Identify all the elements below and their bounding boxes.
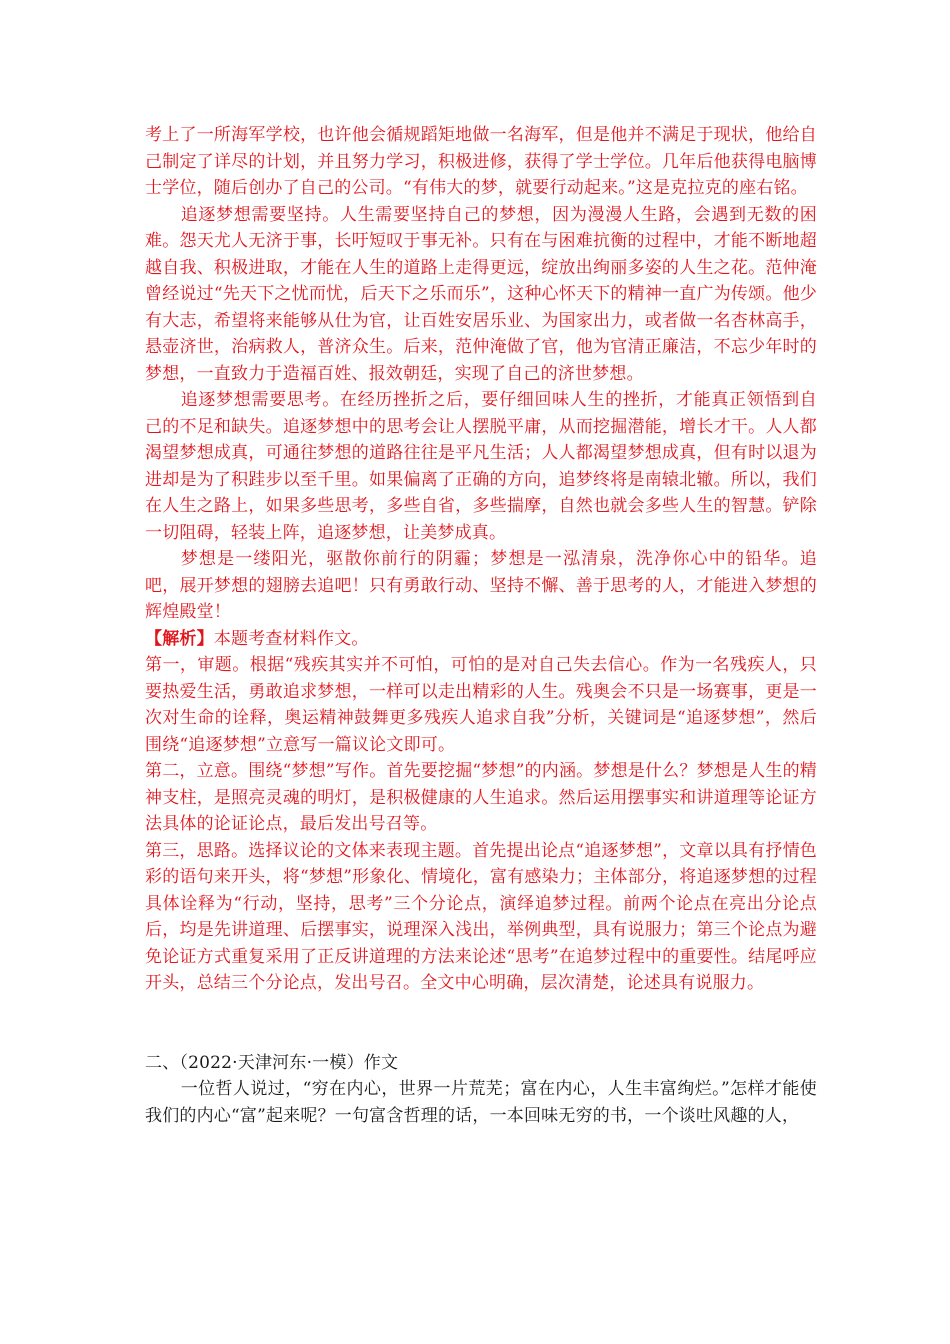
analysis-tag: 【解析】 (145, 628, 214, 649)
analysis-section (145, 626, 817, 997)
question-2 (145, 1050, 817, 1130)
analysis-intro: 本题考查材料作文。 (213, 628, 369, 649)
question-2-heading: 二、（2022·天津河东·一模）作文 (145, 1052, 399, 1073)
analysis-point-3: 第三，思路。选择议论的文体来表现主题。首先提出论点“追逐梦想”，文章以具有抒情色彩的语句来开头，将“梦想”形象化、情境化，富有感染力；主体部分，将追逐梦想的过程具体诠释为“行动，坚持，思考”三个分论点，演绎追梦过程。前两个论点在亮出分论点后，均是先讲道理、后摆事实，说理深入浅出，举例典型，具有说服力；第三个论点为避免论证方式重复采用了正反讲道理的方法来论述“思考”在追梦过程中的重要性。结尾呼应开头，总结三个分论点，发出号召。全文中心明确，层次清楚，论述具有说服力。 (145, 840, 817, 993)
essay-paragraph-1: 考上了一所海军学校，也许他会循规蹈矩地做一名海军，但是他并不满足于现状，他给自己制定了详尽的计划，并且努力学习，积极进修，获得了学士学位。几年后他获得电脑博士学位，随后创办了自己的公司。“有伟大的梦，就要行动起来。”这是克拉克的座右铭。 (145, 125, 817, 198)
essay-paragraph-4: 梦想是一缕阳光，驱散你前行的阴霾；梦想是一泓清泉，洗净你心中的铅华。追吧，展开梦想的翅膀去追吧！只有勇敢行动、坚持不懈、善于思考的人，才能进入梦想的辉煌殿堂！ (145, 549, 817, 622)
analysis-point-1: 第一，审题。根据“残疾其实并不可怕，可怕的是对自己失去信心。作为一名残疾人，只要热爱生活，勇敢追求梦想，一样可以走出精彩的人生。残奥会不只是一场赛事，更是一次对生命的诠释，奥运精神鼓舞更多残疾人追求自我”分析，关键词是“追逐梦想”，然后围绕“追逐梦想”立意写一篇议论文即可。 (145, 655, 817, 755)
essay-paragraph-3: 追逐梦想需要思考。在经历挫折之后，要仔细回味人生的挫折，才能真正领悟到自己的不足和缺失。追逐梦想中的思考会让人摆脱平庸，从而挖掘潜能，增长才干。人人都渴望梦想成真，可通往梦想的道路往往是平凡生活；人人都渴望梦想成真，但有时以退为进却是为了积跬步以至千里。如果偏离了正确的方向，追梦终将是南辕北辙。所以，我们在人生之路上，如果多些思考，多些自省，多些揣摩，自然也就会多些人生的智慧。铲除一切阻碍，轻装上阵，追逐梦想，让美梦成真。 (145, 390, 817, 543)
question-2-body: 一位哲人说过，“穷在内心，世界一片荒芜；富在内心，人生丰富绚烂。”怎样才能使我们的内心“富”起来呢？一句富含哲理的话，一本回味无穷的书，一个谈吐风趣的人， (145, 1079, 817, 1126)
model-essay (145, 122, 817, 626)
essay-paragraph-2: 追逐梦想需要坚持。人生需要坚持自己的梦想，因为漫漫人生路，会遇到无数的困难。怨天尤人无济于事，长吁短叹于事无补。只有在与困难抗衡的过程中，才能不断地超越自我、积极进取，才能在人生的道路上走得更远，绽放出绚丽多姿的人生之花。范仲淹曾经说过“先天下之忧而忧，后天下之乐而乐”，这种心怀天下的精神一直广为传颂。他少有大志，希望将来能够从仕为官，让百姓安居乐业、为国家出力，或者做一名杏林高手，悬壶济世，治病救人，普济众生。后来，范仲淹做了官，他为官清正廉洁，不忘少年时的梦想，一直致力于造福百姓、报效朝廷，实现了自己的济世梦想。 (145, 204, 817, 384)
analysis-intro-line (145, 626, 817, 653)
section-spacer (145, 997, 817, 1050)
analysis-point-2: 第二，立意。围绕“梦想”写作。首先要挖掘“梦想”的内涵。梦想是什么？梦想是人生的精神支柱，是照亮灵魂的明灯，是积极健康的人生追求。然后运用摆事实和讲道理等论证方法具体的论证论点，最后发出号召等。 (145, 761, 817, 834)
document-page (145, 122, 817, 1129)
